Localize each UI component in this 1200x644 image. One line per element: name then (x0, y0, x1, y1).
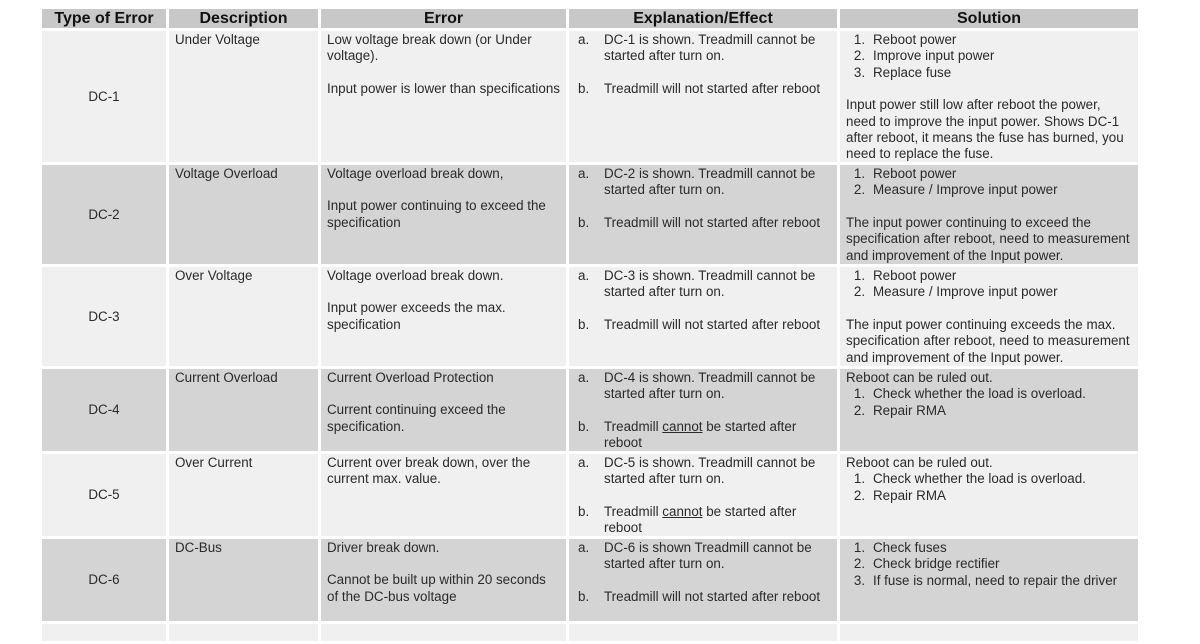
header-solution: Solution (840, 9, 1138, 31)
solution-intro: Reboot can be ruled out. (846, 455, 993, 470)
error-cell (321, 165, 569, 267)
error-cell (321, 31, 569, 165)
error-text: Voltage overload break down. (327, 268, 504, 283)
effect-cell (569, 267, 840, 369)
solution-cell (840, 369, 1138, 454)
effect-cell (569, 454, 840, 539)
description-cell: Under Voltage (169, 31, 321, 165)
error-text: Current over break down, over the current max. value. (327, 455, 531, 487)
solution-cell (840, 31, 1138, 165)
effect-item: a. DC-3 is shown. Treadmill cannot be started after turn on. (578, 268, 816, 300)
effect-item: b. Treadmill cannot be started after reboot (578, 503, 797, 536)
error-text: Input power exceeds the max. specification (327, 300, 506, 332)
solution-step: 2. Improve input power (853, 48, 995, 64)
solution-step: 1. Reboot power (853, 268, 957, 283)
effect-cell (569, 31, 840, 165)
error-text: Voltage overload break down, (327, 166, 504, 181)
solution-step: 2. Measure / Improve input power (853, 182, 1058, 198)
effect-item: a. DC-6 is shown Treadmill cannot be started after turn on. (578, 540, 812, 572)
error-cell (321, 539, 569, 624)
error-text: Driver break down. (327, 540, 440, 555)
error-text: Input power continuing to exceed the specification (327, 198, 546, 230)
error-text: Input power is lower than specifications (327, 80, 560, 96)
error-text: Current continuing exceed the specification. (327, 402, 506, 434)
table-row-partial (42, 624, 1138, 644)
effect-item: a. DC-4 is shown. Treadmill cannot be started after turn on. (578, 370, 816, 402)
solution-step: 2. Repair RMA (853, 402, 946, 418)
solution-note: Input power still low after reboot the power, need to improve the input power. Shows DC-1 after reboot, it means the fuse has burned, you need to replace the fuse. (846, 97, 1124, 162)
table-row (42, 267, 1138, 369)
error-text: Low voltage break down (or Under voltage). (327, 32, 532, 64)
effect-cell (569, 369, 840, 454)
error-cell (321, 267, 569, 369)
error-cell (321, 369, 569, 454)
solution-cell (840, 267, 1138, 369)
error-type-cell: DC-6 (42, 539, 169, 624)
error-type-cell: DC-3 (42, 267, 169, 369)
table-row (42, 454, 1138, 539)
solution-step: 1. Reboot power (853, 166, 957, 181)
error-code-table (42, 9, 1138, 644)
error-text: Current Overload Protection (327, 370, 494, 385)
effect-item: a. DC-1 is shown. Treadmill cannot be started after turn on. (578, 32, 816, 64)
effect-item: b. Treadmill will not started after reboot (578, 316, 821, 332)
solution-cell (840, 454, 1138, 539)
error-cell (321, 454, 569, 539)
effect-item: b. Treadmill will not started after reboot (578, 214, 821, 230)
solution-step: 3. If fuse is normal, need to repair the driver (853, 572, 1118, 588)
solution-cell (840, 165, 1138, 267)
error-text: Cannot be built up within 20 seconds of the DC-bus voltage (327, 572, 546, 604)
description-cell: Current Overload (169, 369, 321, 454)
header-error: Error (321, 9, 569, 31)
header-explanation-effect: Explanation/Effect (569, 9, 840, 31)
effect-item: a. DC-5 is shown. Treadmill cannot be started after turn on. (578, 455, 816, 487)
solution-step: 1. Check fuses (853, 540, 947, 555)
effect-item: b. Treadmill will not started after reboot (578, 80, 821, 96)
effect-item: b. Treadmill will not started after reboot (578, 588, 821, 604)
solution-note: The input power continuing exceeds the max. specification after reboot, need to measurement and improvement of the Input power. (846, 316, 1130, 365)
solution-step: 1. Check whether the load is overload. (853, 386, 1086, 402)
table-row (42, 31, 1138, 165)
solution-note: The input power continuing to exceed the specification after reboot, need to measurement and improvement of the Input power. (846, 214, 1130, 263)
error-type-cell: DC-5 (42, 454, 169, 539)
table-row (42, 369, 1138, 454)
solution-cell (840, 539, 1138, 624)
effect-item: a. DC-2 is shown. Treadmill cannot be started after turn on. (578, 166, 816, 198)
solution-step: 2. Check bridge rectifier (853, 556, 1000, 572)
table-row (42, 539, 1138, 624)
table-row (42, 165, 1138, 267)
error-type-cell: DC-2 (42, 165, 169, 267)
error-type-cell: DC-4 (42, 369, 169, 454)
solution-intro: Reboot can be ruled out. (846, 370, 993, 385)
table-header-row (42, 9, 1138, 31)
effect-cell (569, 165, 840, 267)
solution-step: 1. Reboot power (853, 32, 957, 47)
header-description: Description (169, 9, 321, 31)
solution-step: 1. Check whether the load is overload. (853, 471, 1086, 487)
description-cell: Voltage Overload (169, 165, 321, 267)
description-cell: Over Voltage (169, 267, 321, 369)
header-type-of-error: Type of Error (42, 9, 169, 31)
effect-item: b. Treadmill cannot be started after reboot (578, 418, 797, 451)
solution-step: 2. Measure / Improve input power (853, 284, 1058, 300)
solution-step: 2. Repair RMA (853, 487, 946, 503)
description-cell: Over Current (169, 454, 321, 539)
effect-cell (569, 539, 840, 624)
error-type-cell: DC-1 (42, 31, 169, 165)
description-cell: DC-Bus (169, 539, 321, 624)
solution-step: 3. Replace fuse (853, 64, 952, 80)
